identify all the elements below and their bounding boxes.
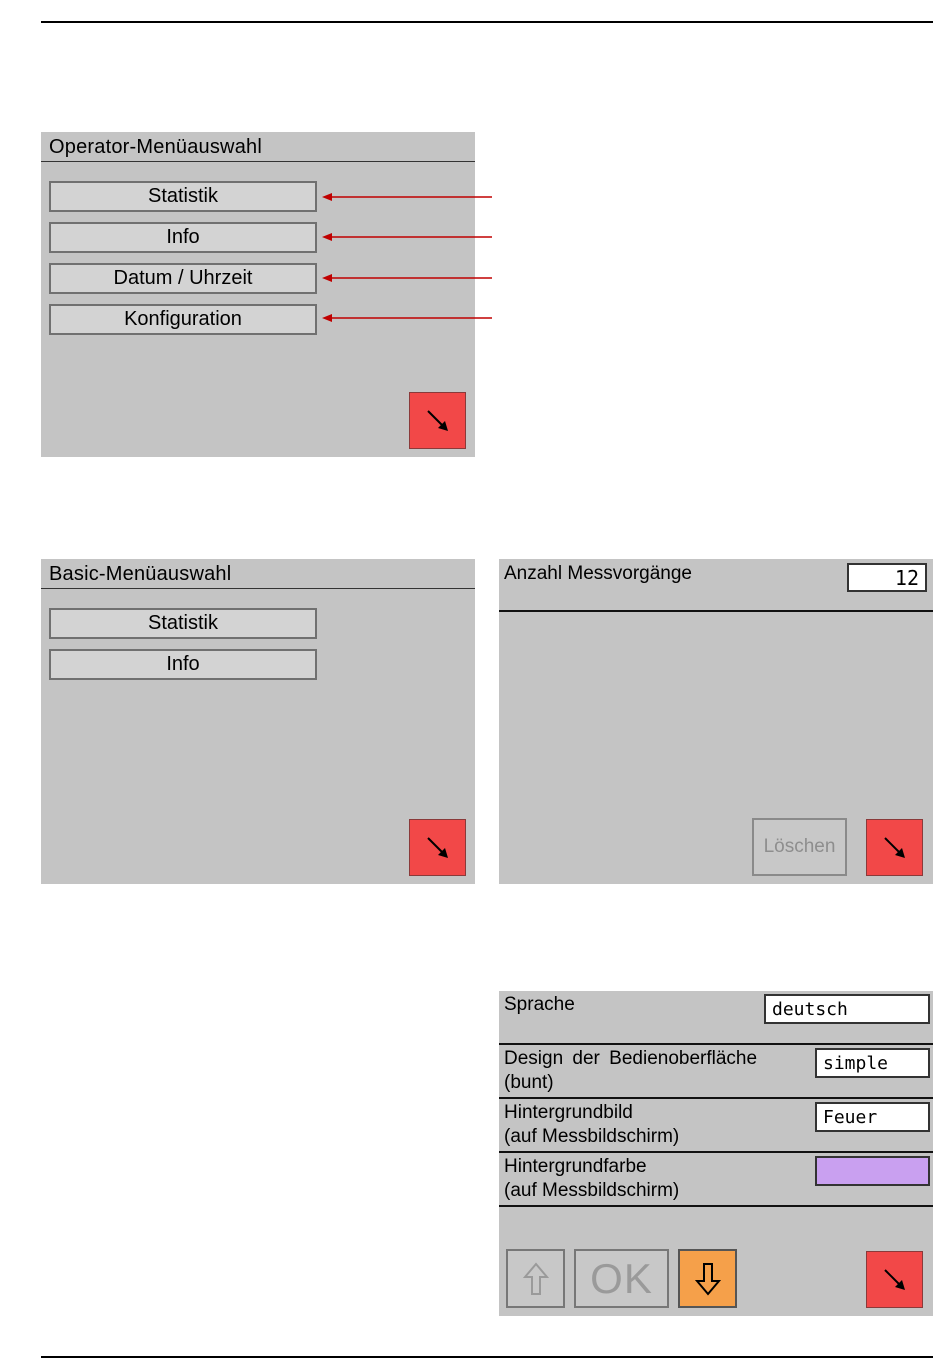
annotation-arrow-konfiguration xyxy=(322,311,492,325)
info-button[interactable]: Info xyxy=(49,649,317,680)
operator-menu-panel xyxy=(41,132,475,457)
delete-button[interactable] xyxy=(752,818,847,876)
design-value: simple xyxy=(823,1052,889,1074)
ok-label: OK xyxy=(590,1254,653,1302)
row-divider xyxy=(499,1205,933,1207)
konfiguration-button[interactable]: Konfiguration xyxy=(49,304,317,335)
background-image-sublabel: (auf Messbildschirm) xyxy=(504,1126,680,1147)
language-field[interactable] xyxy=(764,994,930,1024)
statistik-button[interactable]: Statistik xyxy=(49,181,317,212)
background-color-label: Hintergrundfarbe xyxy=(504,1156,647,1177)
title-divider xyxy=(41,161,475,162)
design-field[interactable] xyxy=(815,1048,930,1078)
up-button[interactable] xyxy=(506,1249,565,1308)
design-sublabel: (bunt) xyxy=(504,1072,554,1093)
arrow-down-right-icon xyxy=(423,833,453,863)
basic-menu-panel xyxy=(41,559,475,884)
row-divider xyxy=(499,1043,933,1045)
language-value: deutsch xyxy=(772,998,848,1020)
down-button[interactable] xyxy=(678,1249,737,1308)
background-image-label: Hintergrundbild xyxy=(504,1102,633,1123)
background-color-sublabel: (auf Messbildschirm) xyxy=(504,1180,680,1201)
down-arrow-icon xyxy=(695,1261,721,1297)
arrow-down-right-icon xyxy=(423,406,453,436)
up-arrow-icon xyxy=(523,1261,549,1297)
row-divider xyxy=(499,610,933,612)
exit-button[interactable] xyxy=(409,819,466,876)
info-button[interactable]: Info xyxy=(49,222,317,253)
statistics-panel xyxy=(499,559,933,884)
arrow-down-right-icon xyxy=(880,1265,910,1295)
annotation-arrow-statistik xyxy=(322,190,492,204)
measurement-count-text: 12 xyxy=(894,565,919,590)
background-image-value: Feuer xyxy=(823,1106,878,1128)
background-color-swatch[interactable] xyxy=(815,1156,930,1186)
measurement-count-value xyxy=(847,563,927,592)
exit-button[interactable] xyxy=(409,392,466,449)
design-label: Design der Bedienoberfläche xyxy=(504,1048,758,1069)
datum-uhrzeit-button[interactable]: Datum / Uhrzeit xyxy=(49,263,317,294)
configuration-panel xyxy=(499,991,933,1316)
arrow-down-right-icon xyxy=(880,833,910,863)
basic-menu-title: Basic-Menüauswahl xyxy=(49,563,232,585)
background-image-field[interactable] xyxy=(815,1102,930,1132)
measurement-count-label: Anzahl Messvorgänge xyxy=(504,563,692,584)
delete-button-label: Löschen xyxy=(763,836,836,857)
page-top-rule xyxy=(41,21,933,23)
ok-button[interactable] xyxy=(574,1249,669,1308)
exit-button[interactable] xyxy=(866,1251,923,1308)
row-divider xyxy=(499,1151,933,1153)
operator-menu-title: Operator-Menüauswahl xyxy=(49,136,262,158)
statistik-button[interactable]: Statistik xyxy=(49,608,317,639)
row-divider xyxy=(499,1097,933,1099)
annotation-arrow-info xyxy=(322,230,492,244)
title-divider xyxy=(41,588,475,589)
page-bottom-rule xyxy=(41,1356,933,1358)
exit-button[interactable] xyxy=(866,819,923,876)
annotation-arrow-datum-uhrzeit xyxy=(322,271,492,285)
language-label: Sprache xyxy=(504,994,575,1015)
